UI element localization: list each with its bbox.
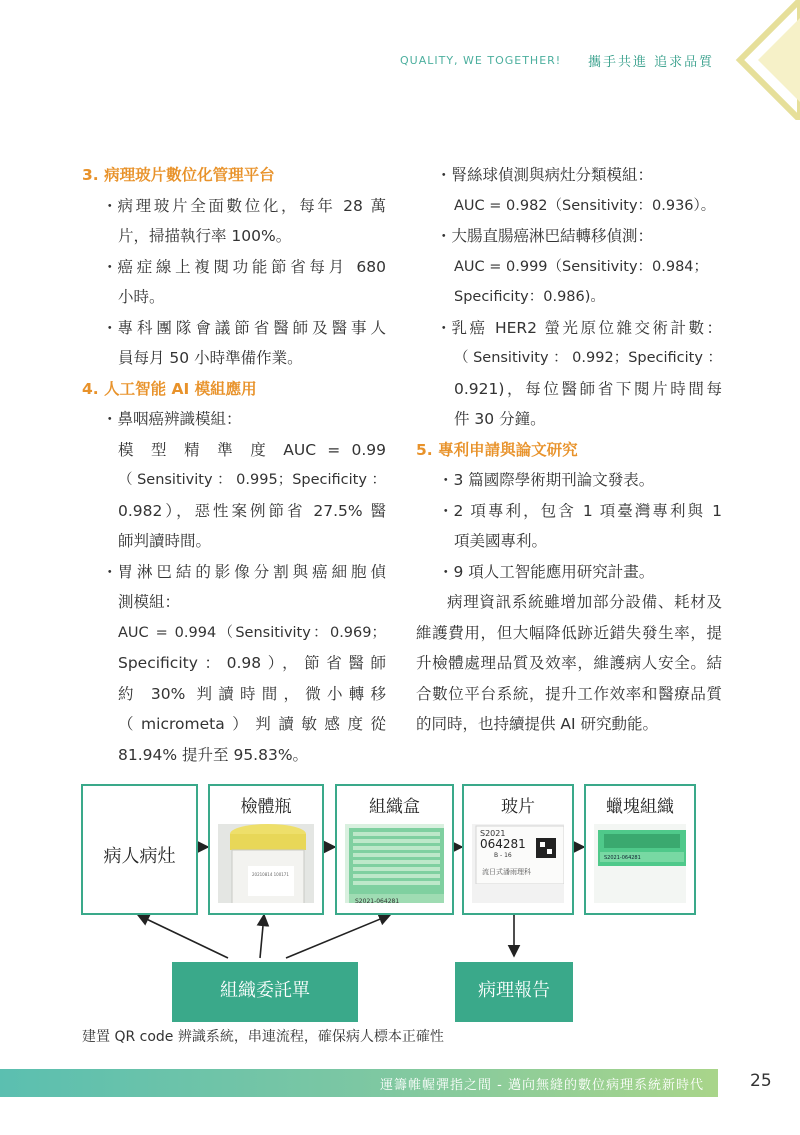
bullet-item: ・ 鼻咽癌辨識模組： [102,410,242,428]
patient-lesion-label: 病人病灶 [103,846,176,867]
cassette-code-text: S2021-064281 [355,898,400,903]
header-slogan-zh: 攜手共進 追求品質 [588,55,715,70]
section-4-heading: 4. 人工智能 AI 模組應用 [82,379,257,398]
bullet-item: ・ 3 篇國際學術期刊論文發表。 [438,471,655,489]
bullet-item: ・ 病理玻片全面數位化，每年 28 萬 [102,196,386,215]
page-number: 25 [750,1071,772,1091]
footer-bar [0,1069,718,1097]
right-column [416,160,722,740]
tissue-cassette-box [335,784,454,915]
bullet-item: ・ 9 項人工智能應用研究計畫。 [438,562,655,581]
bullet-item: ・ 乳癌 HER2 螢光原位雜交術計數： [436,318,722,337]
bullet-continuation: 片，掃描執行率 100%。 [118,227,292,245]
bullet-continuation: 項美國專利。 [454,532,548,550]
bullet-continuation: 員每月 50 小時準備作業。 [118,349,303,367]
bullet-continuation: （Sensitivity：0.995；Specificity： [118,472,386,488]
bullet-continuation: AUC = 0.999（Sensitivity：0.984； [454,258,709,275]
bullet-continuation: 師判讀時間。 [118,532,212,550]
specimen-jar-image [218,824,314,903]
specimen-flow-diagram [0,780,800,1030]
tissue-cassette-label: 組織盒 [369,797,420,817]
header-slogan-en: QUALITY, WE TOGETHER! [400,54,562,67]
paraffin-block-box [584,784,696,915]
slide-label-image [472,824,564,884]
corner-decoration [720,0,800,120]
pathology-report-box: 病理報告 [455,962,573,1022]
bullet-continuation: AUC = 0.982（Sensitivity：0.936）。 [454,197,716,214]
bullet-continuation: 0.921)，每位醫師省下閱片時間每 [454,379,722,398]
patient-lesion-box [81,784,198,915]
diagram-caption: 建置 QR code 辨識系統，串連流程，確保病人標本正確性 [82,1029,444,1045]
bullet-continuation: 測模組： [118,593,181,611]
bullet-item: ・ 大腸直腸癌淋巴結轉移偵測： [436,227,654,245]
bullet-item: ・ 腎絲球偵測與病灶分類模組： [436,166,654,184]
tissue-request-box: 組織委託單 [172,962,358,1022]
bullet-item: ・ 2 項專利，包含 1 項臺灣專利與 1 [438,501,722,520]
container-barcode-text: 20210814 100171 [252,872,289,877]
bullet-continuation: Specificity：0.986)。 [454,289,605,305]
glass-slide-label: 玻片 [501,797,535,817]
bullet-continuation: 0.982），惡性案例節省 27.5% 醫 [118,501,386,520]
section-5-heading: 5. 專利申請與論文研究 [416,440,578,459]
footer-title: 運籌帷幄彈指之間 - 邁向無縫的數位病理系統新時代 [380,1078,704,1093]
bullet-item: ・ 胃淋巴結的影像分割與癌細胞偵 [102,562,386,581]
bullet-continuation: 件 30 分鐘。 [454,410,546,428]
glass-slide-photo [472,824,564,903]
specimen-container-photo [218,824,314,903]
block-code-text: S2021-064281 [604,855,641,861]
specimen-container-label: 檢體瓶 [240,797,292,817]
slide-code-2: 064281 [480,837,526,851]
paraffin-block-label: 蠟塊組織 [606,797,674,817]
paraffin-block-photo [594,824,686,903]
left-column [82,160,386,770]
slide-handwriting: 流日式潘雨理科 [482,868,531,876]
bullet-continuation: AUC = 0.994（Sensitivity：0.969； [118,624,386,641]
bullet-continuation: 模 型 精 準 度 AUC = 0.99 [118,440,386,459]
bullet-continuation: Specificity：0.98），節省醫師 [118,654,386,672]
section-3-heading: 3. 病理玻片數位化管理平台 [82,166,275,184]
paraffin-block-image [594,824,686,884]
bullet-continuation: （micrometa）判讀敏感度從 [118,715,386,733]
specimen-container-box [208,784,324,915]
bullet-item: ・ 癌症線上複閱功能節省每月 680 [102,257,386,276]
slide-code-3: B - 16 [494,852,512,859]
tissue-cassette-photo [345,824,444,903]
glass-slide-box [462,784,574,915]
bullet-continuation: 約 30% 判讀時間，微小轉移 [118,684,386,703]
bullet-continuation: 81.94% 提升至 95.83%。 [118,745,309,764]
bullet-item: ・ 專科團隊會議節省醫師及醫事人 [102,318,386,337]
summary-paragraph: 病理資訊系統雖增加部分設備、耗材及維護費用，但大幅降低跡近錯失發生率，提升檢體處理品質及效率，維護病人安全。結合數位平台系統，提升工作效率和醫療品質的同時，也持續提供 AI 研究動能。 [416,593,722,733]
bullet-continuation: 小時。 [118,288,165,306]
cassette-image [345,824,444,903]
bullet-continuation: （Sensitivity：0.992；Specificity： [454,350,722,366]
slide-code-1: S2021 [480,829,506,838]
